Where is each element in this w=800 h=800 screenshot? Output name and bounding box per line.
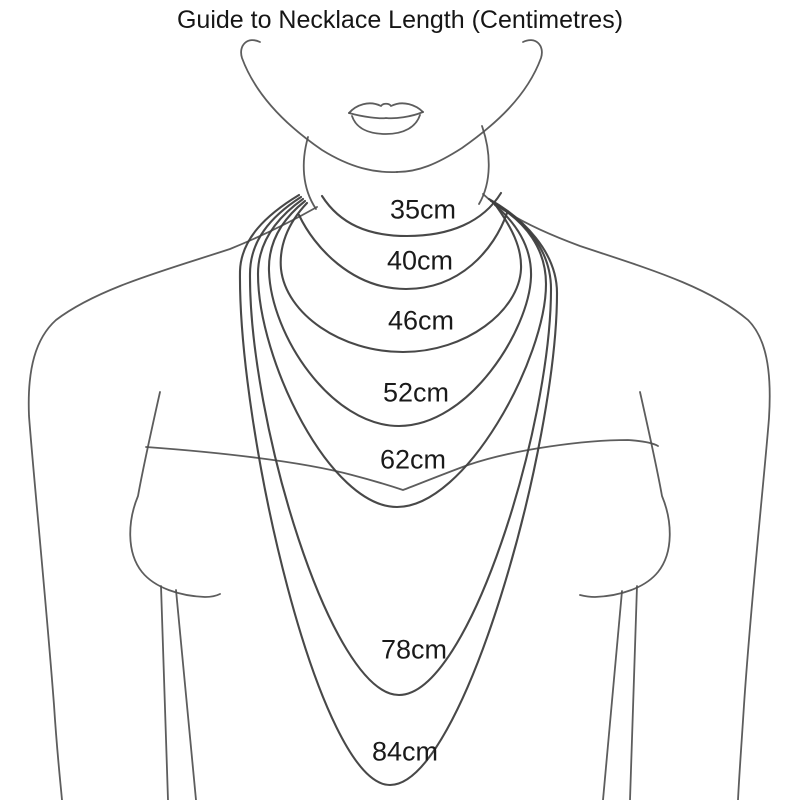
upper-lip-line <box>349 103 423 113</box>
length-label-52cm: 52cm <box>382 377 450 408</box>
left-breast-line <box>130 392 220 597</box>
length-label-62cm: 62cm <box>379 444 447 475</box>
left-jaw-line <box>241 40 397 172</box>
page-title: Guide to Necklace Length (Centimetres) <box>176 6 624 34</box>
length-label-84cm: 84cm <box>371 736 439 767</box>
length-label-46cm: 46cm <box>387 305 455 336</box>
right-torso-line <box>603 591 622 800</box>
necklace-curve-84cm <box>240 195 557 785</box>
length-label-35cm: 35cm <box>389 194 457 225</box>
length-label-40cm: 40cm <box>386 245 454 276</box>
right-neck-line <box>479 126 489 204</box>
left-shoulder-arm-outline <box>29 207 317 800</box>
right-shoulder-arm-outline <box>483 194 770 800</box>
length-label-78cm: 78cm <box>380 634 448 665</box>
left-neck-line <box>304 137 316 209</box>
mouth-line <box>349 112 423 118</box>
left-torso-line <box>176 590 196 800</box>
right-inner-arm-line <box>630 586 637 800</box>
left-inner-arm-line <box>161 586 168 800</box>
right-breast-line <box>580 392 670 597</box>
right-jaw-line <box>397 40 542 172</box>
